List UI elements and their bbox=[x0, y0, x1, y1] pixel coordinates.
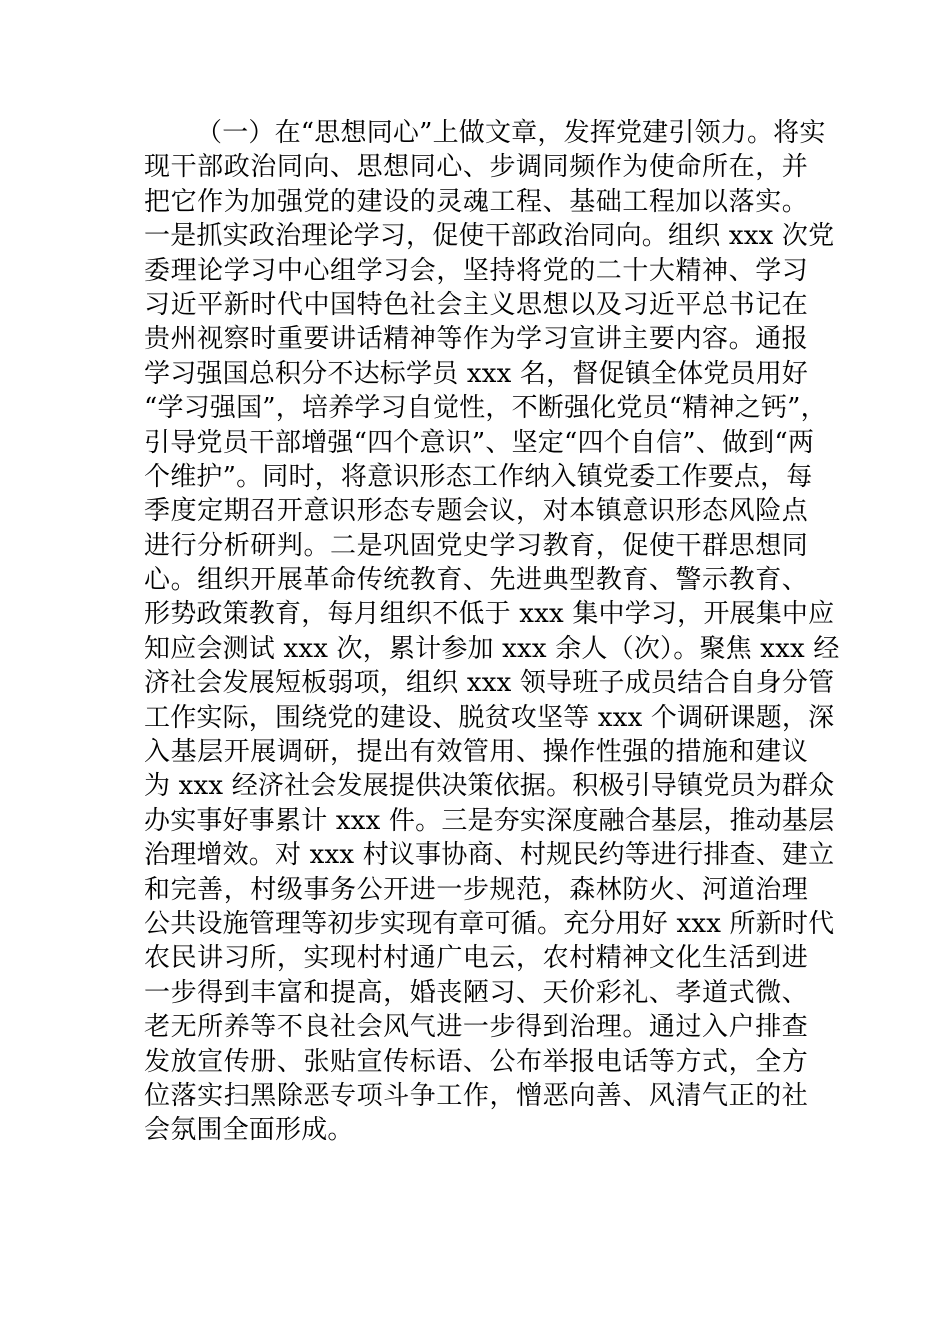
text-line: 引导党员干部增强“四个意识”、坚定“四个自信”、做到“两 bbox=[144, 427, 815, 458]
text-line: 农民讲习所，实现村村通广电云，农村精神文化生活到进 bbox=[144, 943, 808, 974]
text-line: 心。组织开展革命传统教育、先进典型教育、警示教育、 bbox=[144, 565, 808, 596]
text-line: 知应会测试 xxx 次，累计参加 xxx 余人（次）。聚焦 xxx 经 bbox=[144, 633, 840, 664]
text-line: 会氛围全面形成。 bbox=[144, 1115, 354, 1146]
paragraph bbox=[144, 116, 840, 1148]
text-line: 习近平新时代中国特色社会主义思想以及习近平总书记在 bbox=[144, 289, 808, 320]
text-line: 委理论学习中心组学习会，坚持将党的二十大精神、学习 bbox=[144, 255, 808, 286]
text-line: 个维护”。同时，将意识形态工作纳入镇党委工作要点，每 bbox=[144, 461, 813, 492]
text-line: 公共设施管理等初步实现有章可循。充分用好 xxx 所新时代 bbox=[144, 908, 835, 939]
text-line: 现干部政治同向、思想同心、步调同频作为使命所在，并 bbox=[144, 152, 808, 183]
text-line: 贵州视察时重要讲话精神等作为学习宣讲主要内容。通报 bbox=[144, 324, 808, 355]
text-line: （一）在“思想同心”上做文章，发挥党建引领力。将实 bbox=[196, 118, 826, 148]
text-line: 治理增效。对 xxx 村议事协商、村规民约等进行排查、建立 bbox=[144, 840, 835, 871]
text-line: 入基层开展调研，提出有效管用、操作性强的措施和建议 bbox=[144, 737, 808, 768]
text-line: “学习强国”，培养学习自觉性，不断强化党员“精神之钙”， bbox=[144, 393, 827, 424]
text-line: 济社会发展短板弱项，组织 xxx 领导班子成员结合自身分管 bbox=[144, 668, 835, 699]
text-line: 学习强国总积分不达标学员 xxx 名，督促镇全体党员用好 bbox=[144, 358, 809, 389]
text-line: 工作实际，围绕党的建设、脱贫攻坚等 xxx 个调研课题，深 bbox=[144, 702, 835, 733]
text-line: 形势政策教育，每月组织不低于 xxx 集中学习，开展集中应 bbox=[144, 599, 835, 630]
text-line: 季度定期召开意识形态专题会议，对本镇意识形态风险点 bbox=[144, 496, 808, 527]
text-line: 和完善，村级事务公开进一步规范，森林防火、河道治理 bbox=[144, 874, 808, 905]
text-line: 办实事好事累计 xxx 件。三是夯实深度融合基层，推动基层 bbox=[144, 805, 835, 836]
text-line: 老无所养等不良社会风气进一步得到治理。通过入户排查 bbox=[144, 1012, 808, 1043]
text-line: 为 xxx 经济社会发展提供决策依据。积极引导镇党员为群众 bbox=[144, 771, 835, 802]
text-line: 一步得到丰富和提高，婚丧陋习、天价彩礼、孝道式微、 bbox=[144, 977, 808, 1008]
text-line: 位落实扫黑除恶专项斗争工作，憎恶向善、风清气正的社 bbox=[144, 1080, 808, 1111]
text-line: 把它作为加强党的建设的灵魂工程、基础工程加以落实。 bbox=[144, 186, 808, 217]
text-line: 一是抓实政治理论学习，促使干部政治同向。组织 xxx 次党 bbox=[144, 221, 835, 252]
text-line: 发放宣传册、张贴宣传标语、公布举报电话等方式，全方 bbox=[144, 1046, 808, 1077]
text-line: 进行分析研判。二是巩固党史学习教育，促使干群思想同 bbox=[144, 530, 808, 561]
